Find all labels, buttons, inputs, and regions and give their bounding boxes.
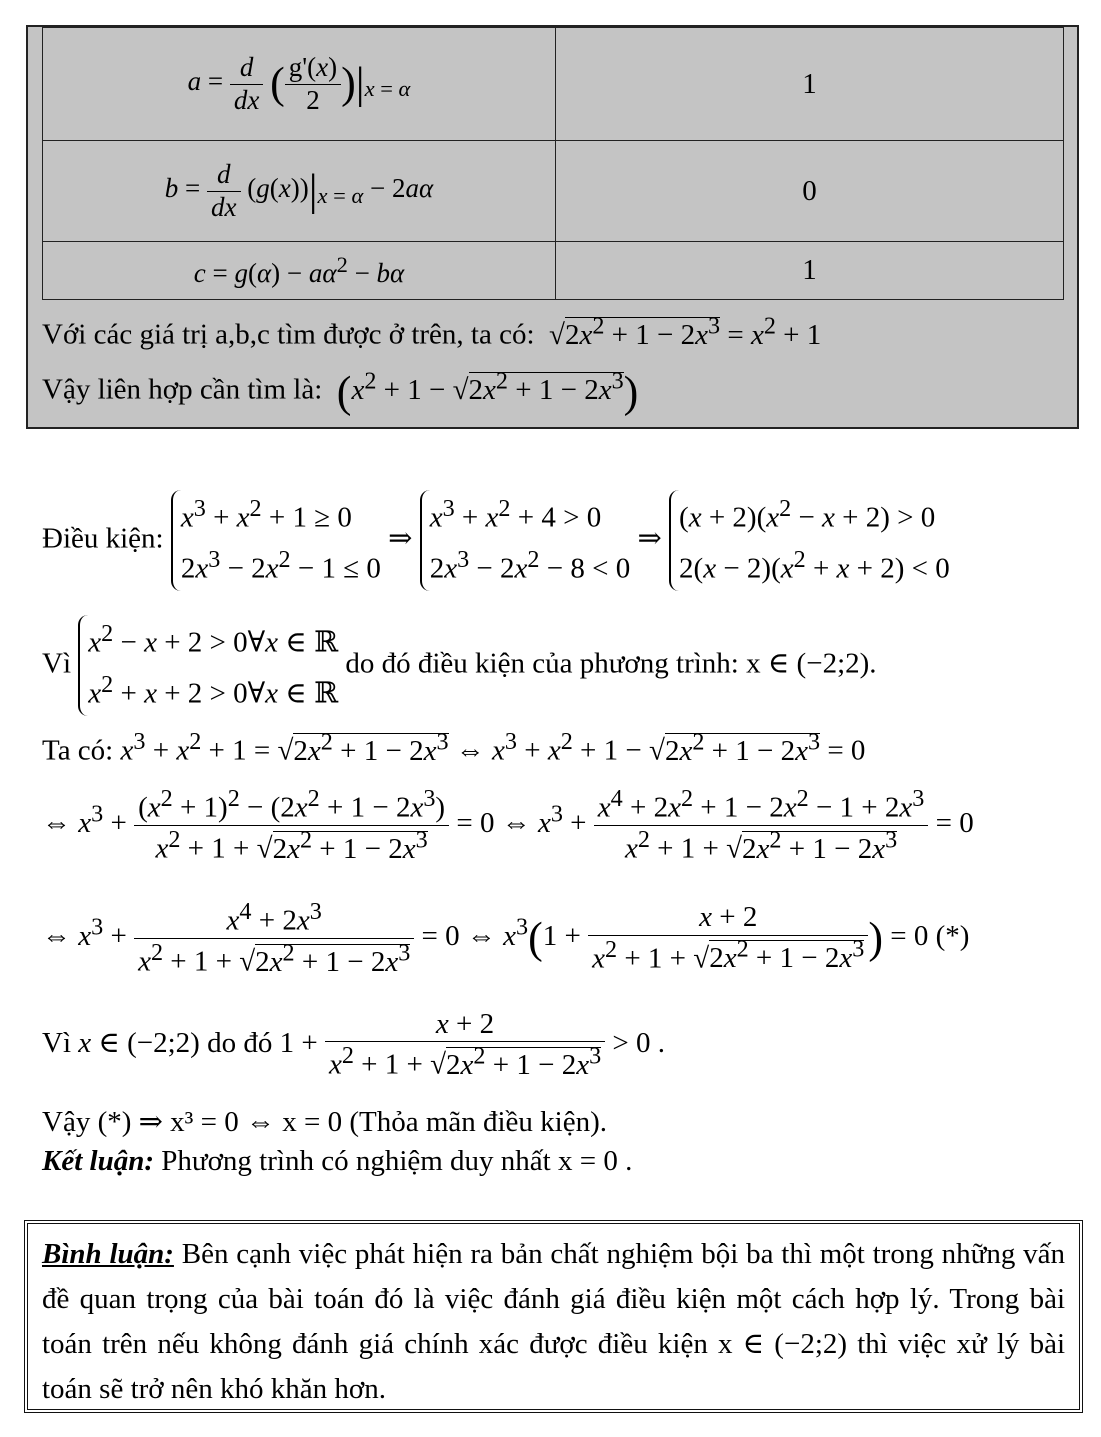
result-line: Vậy (*) ⇒ x³ = 0 ⇔ x = 0 (Thỏa mãn điều kiện). [42, 1106, 608, 1138]
formula-b: b = $\frac{d}{dx}$ $(g(x))|_{x = \alpha} - 2a\alpha$ [43, 141, 556, 242]
summary-line [42, 312, 821, 352]
vi-label: Vì [42, 647, 71, 680]
fraction-5: $\frac{x + 2}{x^2 + 1 + √2x^2 + 1 - 2x^3}$ [325, 1008, 605, 1082]
positivity-line: Vì x ∈ (−2;2) do đó 1 + $\frac{x + 2}{x^2 + 1 + √2x^2 + 1 - 2x^3}$ > 0 . [42, 1008, 666, 1081]
conclusion-eq: $(x^2 + 1 - √2x^2 + 1 - 2x^3)$ [336, 367, 639, 416]
ket-luan-label: Kết luận: [42, 1145, 154, 1177]
summary-text: Với các giá trị a,b,c tìm được ở trên, ta có: [42, 318, 535, 351]
positivity-system: $x^2 - x + 2$ > 0∀x ∈ ℝ $x^2 + x + 2$ > 0∀x ∈ ℝ [78, 615, 338, 716]
table-row [43, 141, 1064, 242]
conclusion-statement [42, 1145, 632, 1178]
value-b: 0 [556, 141, 1064, 242]
fraction-4: $\frac{x + 2}{x^2 + 1 + √2x^2 + 1 - 2x^3}$ [588, 901, 868, 975]
vi2-text: do đó [207, 1026, 273, 1059]
value-c: 1 [556, 242, 1064, 300]
value-a: 1 [556, 28, 1064, 141]
conclusion-line [42, 367, 638, 414]
fraction-3: $\frac{x^4 + 2x^3}{x^2 + 1 + √2x^2 + 1 - 2x^3}$ [134, 898, 414, 979]
ta-co-label: Ta có: [42, 734, 114, 767]
summary-eq: $√2x^2 + 1 - 2x^3 = x^2 + 1$ [541, 312, 822, 351]
formula-a: a = $\frac{d}{dx}$ ( $\frac{g'(x)}{2}$ )$|_{x = \alpha}$ [43, 28, 556, 141]
comment-title: Bình luận: [42, 1238, 174, 1270]
calc-table [42, 27, 1064, 300]
condition-label: Điều kiện: [42, 522, 164, 555]
ket-luan-eq: x = 0 . [558, 1145, 633, 1177]
ket-luan-text: Phương trình có nghiệm duy nhất [161, 1145, 551, 1177]
condition-system-3: $(x + 2)(x^2 - x + 2) > 0$ $2(x - 2)(x^2 + x + 2) < 0$ [669, 490, 950, 591]
table-row [43, 242, 1064, 300]
equation-line-3: ⇔ $x^3$ + $\frac{x^4 + 2x^3}{x^2 + 1 + √2x^2 + 1 - 2x^3}$ = 0 ⇔ $x^3(1$ + $\frac{x + 2}{x^2 + 1 + √2x^2 + 1 - 2x^3}$ ) = 0 (*) [42, 898, 970, 978]
conclusion-text: Vậy liên hợp cần tìm là: [42, 373, 323, 406]
vi-text: do đó điều kiện của phương trình: [345, 647, 739, 680]
comment-eq: x ∈ (−2;2) [718, 1328, 848, 1360]
formula-c: $c = g(\alpha) - a\alpha^2 - b\alpha$ [43, 242, 556, 300]
equation-line-2: ⇔ $x^3$ + $\frac{(x^2 + 1)^2 - (2x^2 + 1 - 2x^3)}{x^2 + 1 + √2x^2 + 1 - 2x^3}$ = 0 ⇔ $x^3$ + $\frac{x^4 + 2x^2 + 1 - 2x^2 - 1 + 2x^3}{x^2 + 1 + √2x^2 + 1 - 2x^3}$ = 0 [42, 785, 974, 865]
calculator-box [26, 25, 1079, 429]
condition-system-1: $x^3 + x^2 + 1 \ge 0$ $2x^3 - 2x^2 - 1 \le 0$ [171, 490, 381, 591]
comment-text-2: thì việc xử lý bài toán sẽ trở nên khó khăn hơn. [42, 1328, 1065, 1405]
domain-line [42, 615, 877, 716]
condition-system-2: $x^3 + x^2 + 4 > 0$ $2x^3 - 2x^2 - 8 < 0$ [420, 490, 630, 591]
domain-result: x ∈ (−2;2). [746, 647, 877, 680]
fraction-2: $\frac{x^4 + 2x^2 + 1 - 2x^2 - 1 + 2x^3}{x^2 + 1 + √2x^2 + 1 - 2x^3}$ [594, 785, 929, 866]
vi2-label: Vì [42, 1026, 71, 1059]
equation-line-1: Ta có: $x^3 + x^2 + 1 = √2x^2 + 1 - 2x^3$ ⇔ $x^3 + x^2 + 1 - √2x^2 + 1 - 2x^3 = 0$ [42, 728, 866, 767]
comment-box [24, 1220, 1083, 1413]
comment-text-1: Bên cạnh việc phát hiện ra bản chất nghiệm bội ba thì một trong những vấn đề quan trọng của bài toán đó là việc đánh giá điều kiện một cách hợp lý. Trong bài toán trên nếu không đánh giá chính xác được điều kiện [42, 1238, 1066, 1360]
fraction-1: $\frac{(x^2 + 1)^2 - (2x^2 + 1 - 2x^3)}{x^2 + 1 + √2x^2 + 1 - 2x^3}$ [134, 785, 449, 866]
table-row [43, 28, 1064, 141]
condition-line: Điều kiện: $x^3 + x^2 + 1 \ge 0$ $2x^3 - 2x^2 - 1 \le 0$ ⇒ $x^3 + x^2 + 4 > 0$ $2x^3 - 2x^2 - 8 < 0$ ⇒ $(x + 2)(x^2 - x + 2) > 0$ $2(x - 2)(x^2 + x + 2) < 0$ [42, 490, 950, 591]
